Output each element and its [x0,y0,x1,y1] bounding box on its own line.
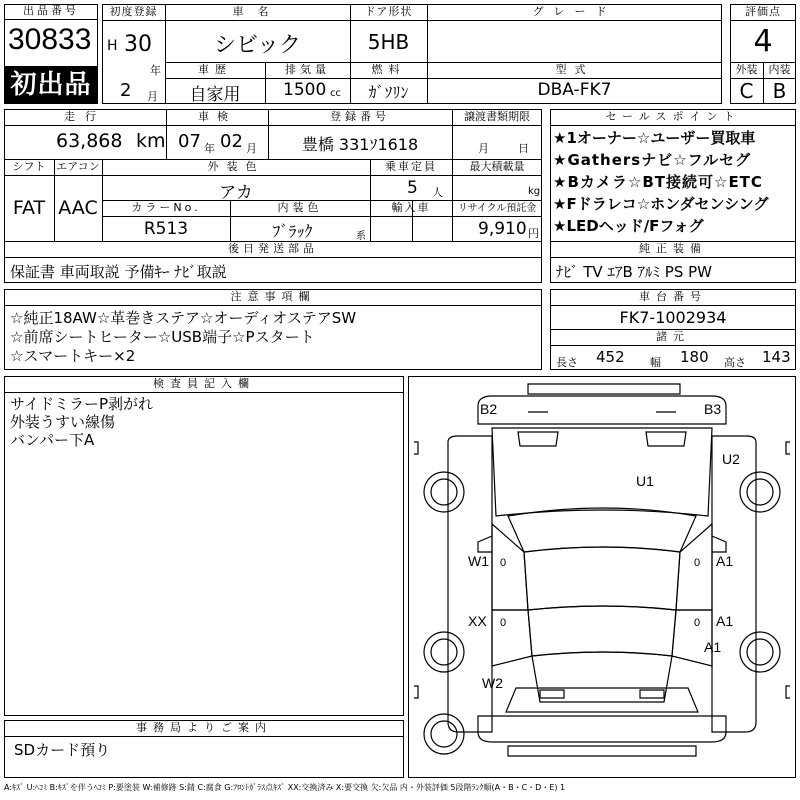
max-load-unit: kg [528,186,541,197]
inspection-month: 02 [220,131,243,152]
sales-point-1: ★1オーナー☆ユーザー買取車 [553,129,756,147]
hood [492,428,712,516]
grade-label: グレード [532,5,617,18]
mark-u2: U2 [722,451,740,467]
height: 143 [762,348,791,366]
int-color-label: 内装色 [277,201,323,214]
right-rear-door [672,610,712,666]
inspector-line-1: サイドミラーP剥がれ [10,395,153,413]
sales-point-4: ★Fドラレコ☆ホンダセンシング [553,195,769,213]
height-label: 高さ [724,356,746,369]
inspection-year-unit: 年 [204,142,215,155]
history-label: 車歴 [198,63,232,76]
door-label: ドア形状 [364,5,413,18]
mark-a1r-zero: 0 [694,617,701,629]
int-color-unit: 系 [356,231,366,242]
right-mirror [712,536,726,552]
car-name: シビック [213,33,302,58]
transfer-day: 日 [518,142,529,155]
recycle-unit: 円 [528,227,539,240]
fuel: ｶﾞｿﾘﾝ [368,83,409,102]
rear-window [528,606,676,656]
left-mirror [478,536,492,552]
left-rear-door [492,610,532,666]
month-unit: 月 [147,90,158,103]
recycle-label: リサイクル預託金 [457,203,537,214]
first-listing-badge: 初出品 [4,66,98,104]
first-reg-label: 初度登録 [109,5,158,18]
import-label: 輸入車 [391,201,431,214]
mark-b3: B3 [704,401,722,417]
history: 自家用 [189,85,241,105]
mark-xx: XX [468,613,487,629]
width-label: 幅 [650,356,661,369]
wheel-rear-right [740,632,780,672]
inspector-label: 検査員記入欄 [153,377,255,390]
score-label: 評価点 [745,5,781,18]
capacity-label: 乗車定員 [385,160,437,173]
wheel-front-left [424,472,464,512]
sales-points-label: セールスポイント [605,110,741,123]
max-load-label: 最大積載量 [469,160,525,173]
rear-panel [506,688,698,712]
transfer-month: 月 [478,142,489,155]
car-diagram [408,376,796,778]
ac-label: エアコン [56,160,100,173]
left-front-door [492,524,528,610]
wheel-front-right [740,472,780,512]
inspection-month-unit: 月 [246,142,257,155]
mark-a1-zero: 0 [694,557,701,569]
displacement: 1500 [283,80,327,100]
exterior-label: 外装 [735,63,758,76]
capacity-unit: 人 [432,186,443,199]
later-parts-label: 後日発送部品 [228,242,318,255]
lot-number: 30833 [8,23,92,56]
capacity: 5 [407,178,418,198]
note-line-3: ☆スマートキー×2 [10,347,136,365]
mileage-unit: km [136,130,166,152]
mark-w1: W1 [468,553,489,569]
int-color: ﾌﾞﾗｯｸ [272,222,313,241]
legend: A:ｷｽﾞ U:ﾍｺﾐ B:ｷｽﾞを伴うﾍｺﾐ P:要塗装 W:補修跡 S:錆 C:腐食 G:ﾌﾛﾝﾄｶﾞﾗｽ点ｷｽﾞ XX:交換済み X:要交換 欠:欠品 内・外装評価 5段階ﾗﾝｸ順(A・B・C・D・E) 1 [4,783,566,792]
spare-wheel [424,714,464,754]
mark-xx-zero: 0 [500,617,507,629]
inspector-line-3: バンパー下A [10,431,95,449]
front-bumper [478,396,726,424]
displacement-label: 排気量 [285,63,330,76]
mark-w1-zero: 0 [500,557,507,569]
sales-point-5: ★LEDヘッド/Fフォグ [553,217,704,235]
interior-grade: B [772,79,787,103]
right-body [712,436,756,732]
score: 4 [753,24,773,59]
recycle: 9,910 [478,219,527,239]
front-bumper-top [528,384,680,394]
shift: FAT [12,197,46,219]
mark-b2: B2 [480,401,498,417]
shift-label: シフト [12,160,46,173]
color-no-label: カラーNo. [131,201,201,214]
later-parts: 保証書 車両取説 予備ｷｰ ﾅﾋﾞ取説 [10,263,227,281]
dims-label: 諸元 [656,330,690,343]
year-unit: 年 [150,64,161,77]
note-line-1: ☆純正18AW☆革巻きステア☆オーディオステアSW [10,309,357,327]
note-line-2: ☆前席シートヒーター☆USB端子☆Pスタート [10,328,315,346]
sales-point-3: ★Bカメラ☆BT接続可☆ETC [553,173,763,191]
chassis-number: FK7-1002934 [619,308,727,327]
inspection-year: 07 [178,131,201,152]
length-label: 長さ [556,356,578,369]
equipment-label: 純正装備 [639,242,707,255]
mark-w2: W2 [482,675,503,691]
inspector-line-2: 外装うすい線傷 [10,413,116,431]
rear-bumper [478,716,726,742]
era: H [107,38,118,54]
year: 30 [124,32,152,57]
ext-color: アカ [219,183,253,203]
lot-label: 出品番号 [4,4,98,20]
trunk [532,652,672,702]
color-no: R513 [143,219,189,239]
car-name-label: 車名 [232,5,283,18]
office-note: SDカード預り [14,741,111,759]
fuel-label: 燃料 [371,63,406,76]
chassis-label: 車台番号 [639,290,707,303]
mark-a1-side: A1 [704,639,722,655]
windshield [508,508,696,552]
model-label: 型式 [555,63,594,76]
office-label: 事務局よりご案内 [136,721,272,734]
door: 5HB [367,30,410,54]
interior-label: 内装 [768,63,791,76]
displacement-unit: cc [330,88,341,99]
mileage: 63,868 [56,130,123,152]
month: 2 [120,80,132,101]
mark-a1-rear: A1 [716,613,734,629]
mark-u1: U1 [636,473,654,489]
sales-point-2: ★Gathersナビ☆フルセグ [553,151,752,169]
wheel-rear-left [424,632,464,672]
ac: AAC [58,197,98,219]
reg-no-label: 登録番号 [330,110,390,123]
inspection-label: 車検 [198,110,236,123]
exterior-grade: C [739,79,754,103]
length: 452 [596,348,625,366]
notes-label: 注意事項欄 [230,290,316,303]
mileage-label: 走行 [64,110,106,123]
ext-color-label: 外装色 [207,160,265,173]
mark-a1-front: A1 [716,553,734,569]
transfer-label: 譲渡書類期限 [464,110,530,123]
width: 180 [680,348,709,366]
reg-no: 豊橋 331ｿ1618 [301,135,419,154]
model: DBA-FK7 [537,80,612,100]
roof [524,547,680,610]
equipment: ﾅﾋﾞ TV ｴｱB ｱﾙﾐ PS PW [556,263,712,281]
